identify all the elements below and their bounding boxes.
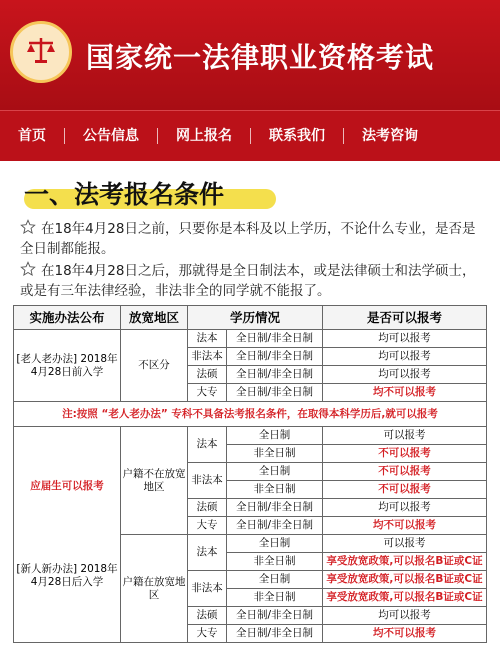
paragraph-before: 在18年4月28日之前，只要你是本科及以上学历，不论什么专业，是否是全日制都能报。: [20, 221, 476, 257]
col-header-region: 放宽地区: [121, 306, 188, 330]
table-row: 非全日制 享受放宽政策,可以报名B证或C证: [14, 553, 487, 571]
eligibility-table-wrap: [13, 305, 486, 643]
table-row: [老人老办法] 2018年4月28日前入学 不区分 法本 全日制/非全日制 均可以报考: [14, 330, 487, 348]
table-row: 大专 全日制/非全日制 均不可以报考: [14, 384, 487, 402]
region-not-relaxed: 户籍不在放宽地区: [121, 427, 188, 535]
table-row: 非全日制 不可以报考: [14, 445, 487, 463]
exam-logo: [10, 21, 72, 83]
table-row: 大专 全日制/非全日制 均不可以报考: [14, 625, 487, 643]
region-relaxed: 户籍在放宽地区: [121, 535, 188, 643]
table-row: 非法本 全日制/非全日制 均可以报考: [14, 348, 487, 366]
col-header-education: 学历情况: [188, 306, 323, 330]
site-title: 国家统一法律职业资格考试: [86, 41, 435, 74]
table-row: 法硕 全日制/非全日制 均可以报考: [14, 607, 487, 625]
old-policy-cell: [老人老办法] 2018年4月28日前入学: [14, 330, 121, 402]
section-title: 一、法考报名条件: [24, 175, 500, 211]
header-banner: [0, 0, 500, 110]
nav-announcements[interactable]: 公告信息: [65, 128, 158, 144]
nav-home[interactable]: 首页: [0, 128, 65, 144]
table-row: 法硕 全日制/非全日制 均可以报考: [14, 366, 487, 384]
table-row: 非全日制 享受放宽政策,可以报名B证或C证: [14, 589, 487, 607]
col-header-policy: 实施办法公布: [14, 306, 121, 330]
nav-contact[interactable]: 联系我们: [251, 128, 344, 144]
table-row: 大专 全日制/非全日制 均不可以报考: [14, 517, 487, 535]
table-row: 户籍在放宽地区 法本 全日制 可以报考: [14, 535, 487, 553]
main-nav: [0, 110, 500, 161]
table-row: 非法本 全日制 享受放宽政策,可以报名B证或C证: [14, 571, 487, 589]
new-policy-label: [新人新办法] 2018年4月28日后入学: [16, 563, 118, 588]
new-policy-cell: [14, 427, 121, 643]
table-row: 非法本 全日制 不可以报考: [14, 463, 487, 481]
freshman-note: 应届生可以报考: [30, 480, 104, 492]
col-header-eligible: 是否可以报考: [323, 306, 487, 330]
table-row: 非全日制 不可以报考: [14, 481, 487, 499]
nav-online-registration[interactable]: 网上报名: [158, 128, 251, 144]
table-row: 法硕 全日制/非全日制 均可以报考: [14, 499, 487, 517]
paragraph-after: 在18年4月28日之后，那就得是全日制法本，或是法律硕士和法学硕士，或是有三年法律经验，非法非全的同学就不能报了。: [20, 263, 476, 299]
table-row: 应届生可以报考 [新人新办法] 2018年4月28日后入学 户籍不在放宽地区 法本 全日制 可以报考: [14, 427, 487, 445]
star-outline-icon: [20, 219, 36, 235]
table-note: 注:按照 “老人老办法” 专科不具备法考报名条件，在取得本科学历后,就可以报考: [14, 402, 487, 427]
nav-consult[interactable]: 法考咨询: [362, 128, 418, 144]
scales-icon: [25, 34, 57, 66]
table-header-row: [14, 306, 487, 330]
eligibility-table: [13, 305, 487, 643]
old-region-cell: 不区分: [121, 330, 188, 402]
star-outline-icon: [20, 261, 36, 277]
table-note-row: [14, 402, 487, 427]
